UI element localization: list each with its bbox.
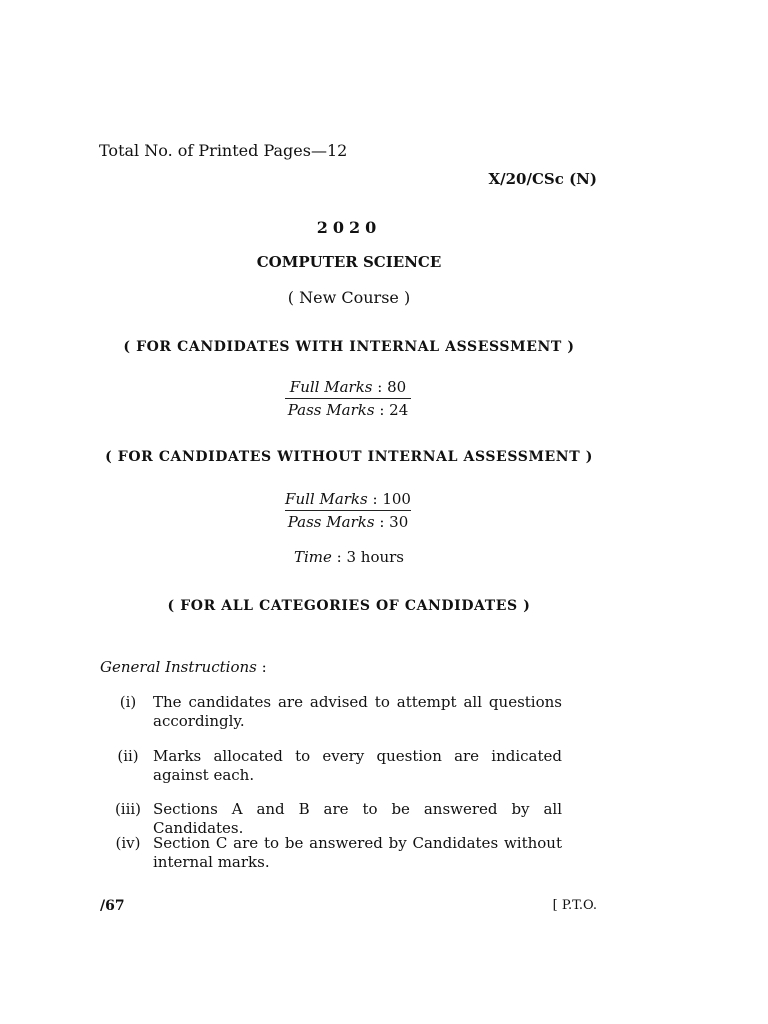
total-printed-pages: Total No. of Printed Pages—12 [99,141,348,160]
with-internal-marks [285,376,411,421]
exam-time [0,548,698,566]
instruction-text: The candidates are advised to attempt all questions accordingly. [153,693,562,730]
full-marks-row [285,488,411,510]
pass-marks-value: : 30 [379,513,409,531]
instruction-text: Sections A and B are to be answered by all Candidates. [153,800,562,837]
instruction-text: Section C are to be answered by Candidates without internal marks. [153,834,562,871]
full-marks-row [285,376,411,398]
pass-marks-label: Pass Marks [287,401,375,419]
full-marks-label: Full Marks [289,378,373,396]
without-internal-marks [285,488,411,533]
all-categories-heading: ( FOR ALL CATEGORIES OF CANDIDATES ) [167,598,531,614]
full-marks-label: Full Marks [285,490,368,508]
instruction-number: (iii) [114,800,142,818]
full-marks-value: : 80 [377,378,407,396]
exam-year: 2020 [316,218,382,237]
page-reference: /67 [100,898,125,914]
instruction-number: (iv) [115,834,141,852]
paper-code: X/20/CSc (N) [488,170,597,188]
with-internal-heading: ( FOR CANDIDATES WITH INTERNAL ASSESSMENT ) [123,339,575,355]
pass-marks-row [285,511,411,533]
instruction-text: Marks allocated to every question are indicated against each. [153,747,562,784]
pto-marker: [ P.T.O. [552,898,597,913]
full-marks-value: : 100 [372,490,411,508]
general-instructions-heading [100,658,267,676]
time-value: : 3 hours [336,548,405,566]
pass-marks-value: : 24 [379,401,409,419]
time-label: Time [293,548,332,566]
instructions-title: General Instructions [100,658,257,676]
instruction-number: (ii) [117,747,139,765]
pass-marks-row [285,399,411,421]
instructions-colon: : [256,658,267,676]
pass-marks-label: Pass Marks [287,513,375,531]
instruction-number: (i) [119,693,137,711]
subject-title: COMPUTER SCIENCE [256,253,442,271]
course-type: ( New Course ) [287,288,411,307]
without-internal-heading: ( FOR CANDIDATES WITHOUT INTERNAL ASSESSMENT ) [105,449,593,465]
